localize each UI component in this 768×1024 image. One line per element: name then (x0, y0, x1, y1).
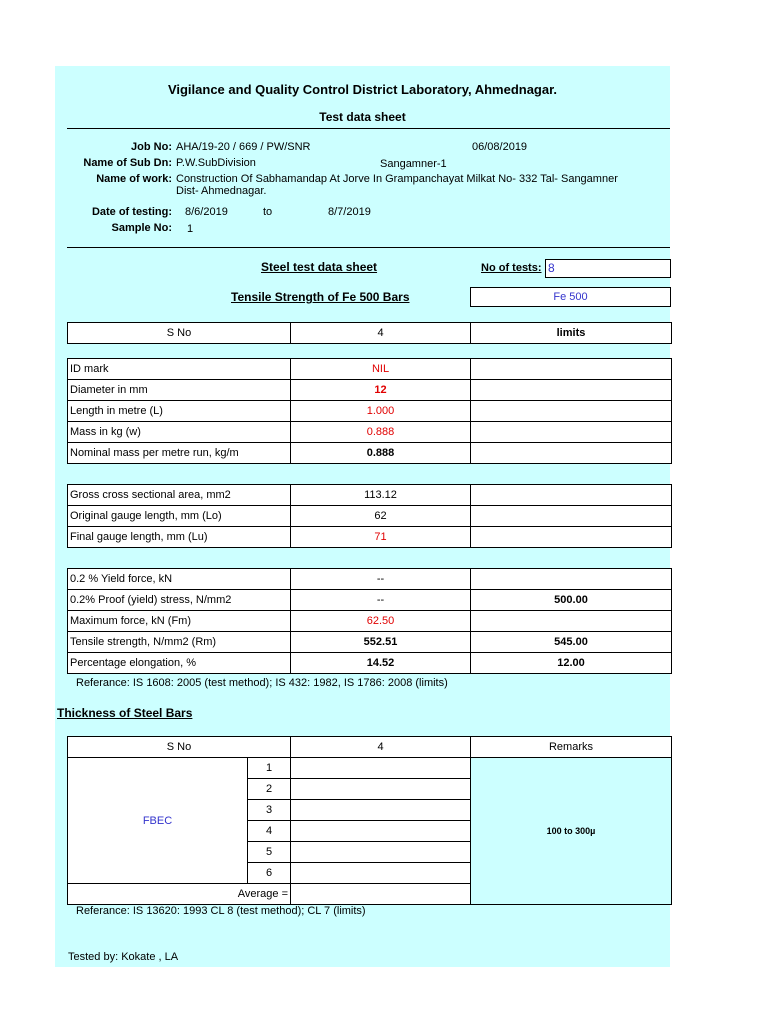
steel-heading: Steel test data sheet (261, 260, 378, 274)
thickness-range: 100 to 300µ (471, 758, 672, 905)
row-value: 14.52 (291, 653, 471, 674)
row-label: Gross cross sectional area, mm2 (68, 485, 291, 506)
reading-value (291, 842, 471, 863)
row-value: 552.51 (291, 632, 471, 653)
remarks-header: Remarks (471, 737, 672, 758)
reading-no: 1 (248, 758, 291, 779)
thickness-col-header: 4 (291, 737, 471, 758)
row-label: ID mark (68, 359, 291, 380)
work-label: Name of work: (96, 173, 172, 185)
table-row (68, 380, 672, 401)
work-line-1: Construction Of Sabhamandap At Jorve In Grampanchayat Milkat No- 332 Tal- Sangamner (176, 173, 618, 185)
table-row (68, 653, 672, 674)
row-value: 62.50 (291, 611, 471, 632)
row-value: 62 (291, 506, 471, 527)
row-label: 0.2 % Yield force, kN (68, 569, 291, 590)
sub-dn-place: Sangamner-1 (380, 158, 447, 170)
row-label: Length in metre (L) (68, 401, 291, 422)
row-value: NIL (291, 359, 471, 380)
row-limit (471, 485, 672, 506)
grade-box: Fe 500 (470, 287, 671, 307)
reading-value (291, 800, 471, 821)
info-divider (67, 247, 670, 248)
table-row (68, 485, 672, 506)
table-row (68, 506, 672, 527)
row-value: 113.12 (291, 485, 471, 506)
reading-value (291, 863, 471, 884)
row-label: Tensile strength, N/mm2 (Rm) (68, 632, 291, 653)
table-row (68, 359, 672, 380)
row-limit: 12.00 (471, 653, 672, 674)
row-limit (471, 527, 672, 548)
thickness-heading: Thickness of Steel Bars (57, 706, 193, 720)
row-label: Original gauge length, mm (Lo) (68, 506, 291, 527)
row-label: Nominal mass per metre run, kg/m (68, 443, 291, 464)
row-limit: 500.00 (471, 590, 672, 611)
average-label: Average = (68, 884, 291, 905)
tests-label: No of tests: (481, 262, 542, 274)
reading-no: 6 (248, 863, 291, 884)
strength-table (67, 568, 672, 674)
date-to: 8/7/2019 (328, 206, 371, 218)
sheet-subtitle: Test data sheet (319, 110, 406, 124)
thickness-sno-header: S No (68, 737, 291, 758)
table-row (68, 527, 672, 548)
row-label: Percentage elongation, % (68, 653, 291, 674)
sno-header: S No (68, 323, 291, 344)
reading-no: 2 (248, 779, 291, 800)
row-limit (471, 422, 672, 443)
reading-value (291, 779, 471, 800)
row-value: 0.888 (291, 422, 471, 443)
table-row (68, 443, 672, 464)
reading-no: 4 (248, 821, 291, 842)
job-no-label: Job No: (131, 141, 172, 153)
row-limit (471, 506, 672, 527)
row-value: -- (291, 569, 471, 590)
table-row (68, 611, 672, 632)
sub-dn-label: Name of Sub Dn: (83, 157, 172, 169)
limits-header: limits (471, 323, 672, 344)
row-label: Final gauge length, mm (Lu) (68, 527, 291, 548)
reading-no: 3 (248, 800, 291, 821)
table-row (68, 422, 672, 443)
coating-type: FBEC (68, 758, 248, 884)
row-label: Maximum force, kN (Fm) (68, 611, 291, 632)
row-value: 0.888 (291, 443, 471, 464)
reading-no: 5 (248, 842, 291, 863)
date-from: 8/6/2019 (185, 206, 228, 218)
thickness-table (67, 736, 672, 905)
sub-dn-value: P.W.SubDivision (176, 157, 256, 169)
table-row (68, 758, 672, 779)
reference-thickness: Referance: IS 13620: 1993 CL 8 (test method); CL 7 (limits) (76, 905, 366, 917)
row-limit: 545.00 (471, 632, 672, 653)
reading-value (291, 758, 471, 779)
job-date: 06/08/2019 (472, 141, 528, 153)
job-no-value: AHA/19-20 / 669 / PW/SNR (176, 141, 311, 153)
reference-tensile: Referance: IS 1608: 2005 (test method); IS 432: 1982, IS 1786: 2008 (limits) (76, 677, 448, 689)
average-value (291, 884, 471, 905)
row-limit (471, 359, 672, 380)
reading-value (291, 821, 471, 842)
row-value: -- (291, 590, 471, 611)
sample-no: 1 (187, 223, 194, 235)
row-limit (471, 401, 672, 422)
row-limit (471, 611, 672, 632)
row-limit (471, 380, 672, 401)
row-value: 71 (291, 527, 471, 548)
test-data-sheet (55, 66, 670, 967)
date-to-label: to (263, 206, 273, 218)
table-row (68, 569, 672, 590)
row-value: 12 (291, 380, 471, 401)
row-limit (471, 569, 672, 590)
row-label: Diameter in mm (68, 380, 291, 401)
work-line-2: Dist- Ahmednagar. (176, 185, 267, 197)
row-label: 0.2% Proof (yield) stress, N/mm2 (68, 590, 291, 611)
bar-properties-table (67, 358, 672, 464)
tested-by: Tested by: Kokate , LA (68, 951, 179, 963)
table-row (68, 590, 672, 611)
col-4-header: 4 (291, 323, 471, 344)
header-divider (67, 128, 670, 129)
sample-label: Sample No: (111, 222, 172, 234)
date-label: Date of testing: (91, 206, 172, 218)
row-value: 1.000 (291, 401, 471, 422)
table-row (68, 401, 672, 422)
tensile-heading: Tensile Strength of Fe 500 Bars (231, 290, 410, 304)
results-header-table (67, 322, 672, 344)
table-row (68, 632, 672, 653)
gauge-table (67, 484, 672, 548)
lab-title: Vigilance and Quality Control District Laboratory, Ahmednagar. (167, 82, 558, 97)
row-label: Mass in kg (w) (68, 422, 291, 443)
row-limit (471, 443, 672, 464)
tests-input[interactable]: 8 (545, 259, 671, 278)
